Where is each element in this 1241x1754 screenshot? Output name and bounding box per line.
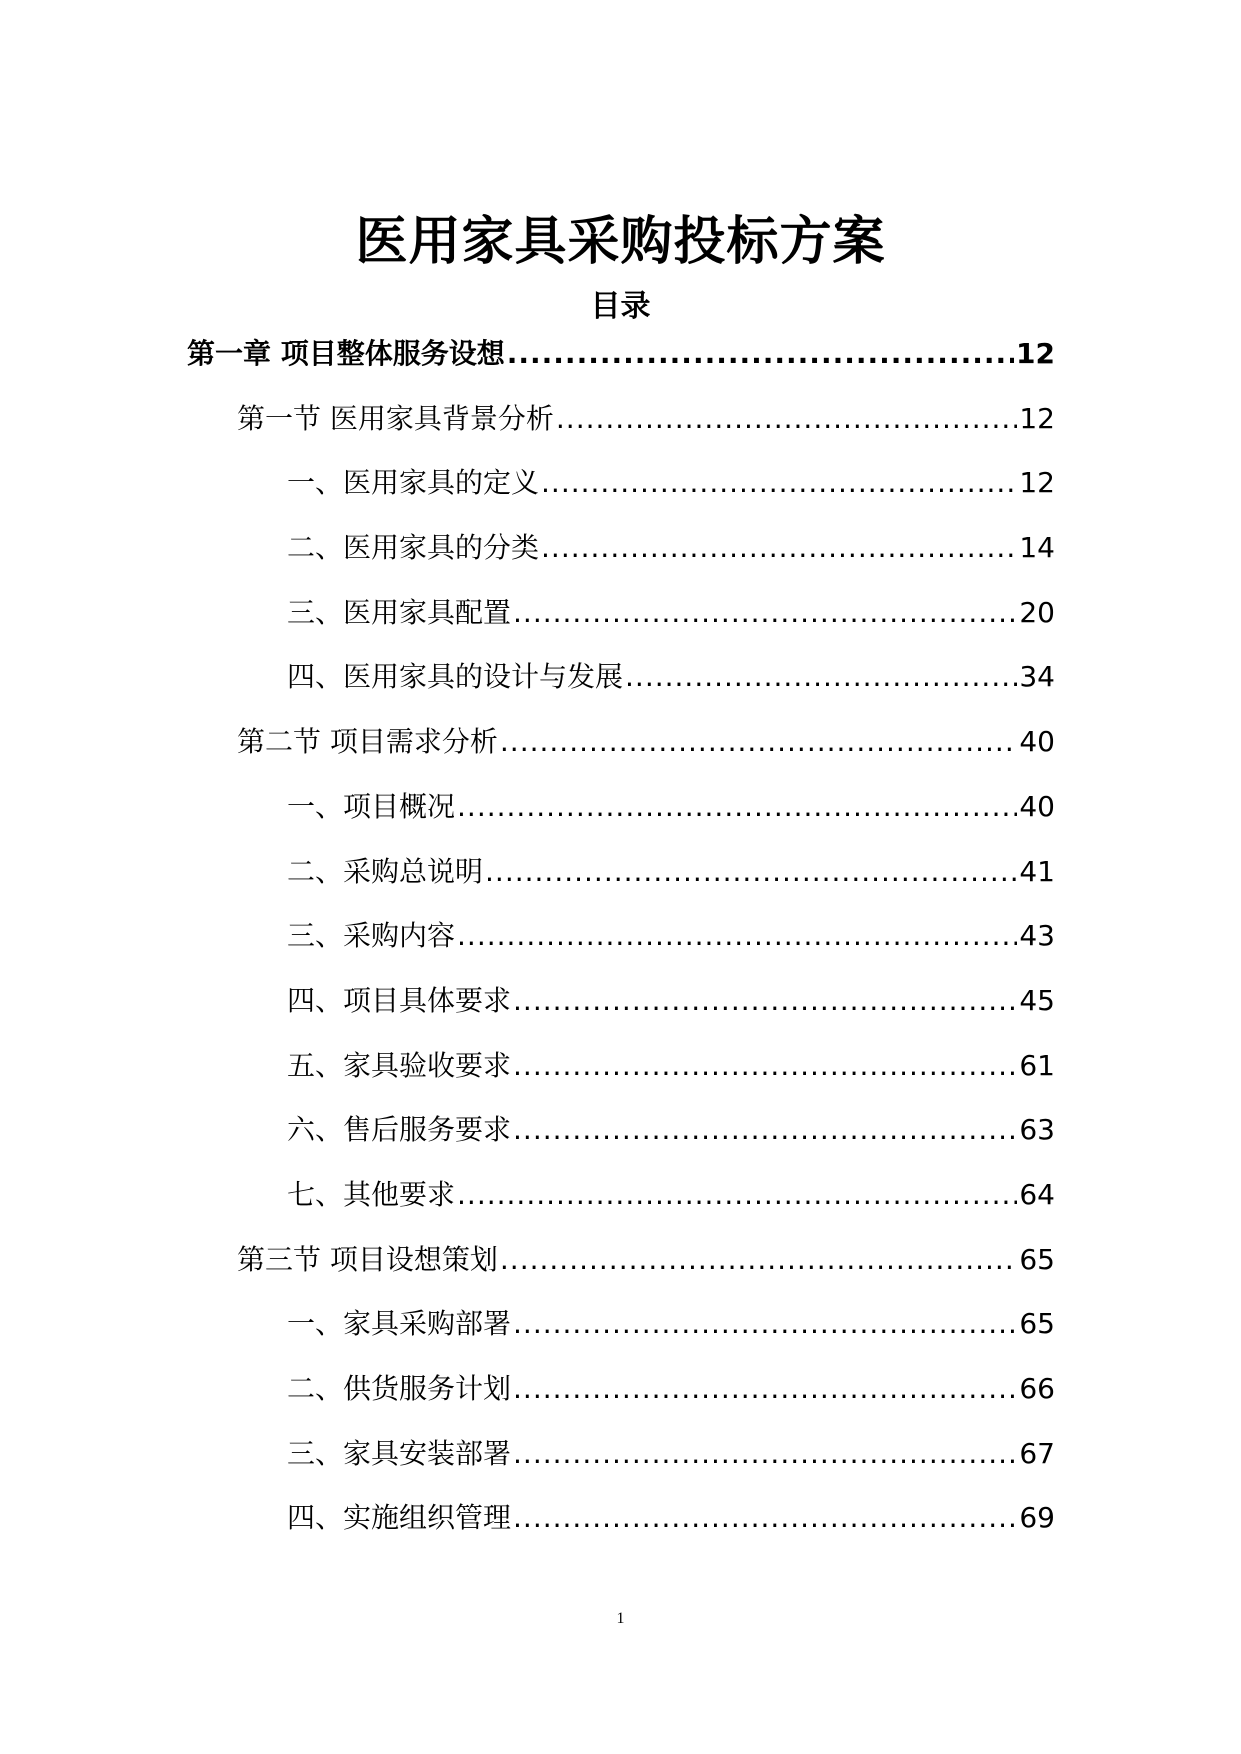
- toc-entry-text: 四、项目具体要求: [287, 983, 512, 1017]
- toc-entry-text: 第一章 项目整体服务设想: [187, 337, 505, 370]
- toc-leader-dots: [556, 395, 1017, 443]
- toc-leader-dots: [457, 1171, 1017, 1219]
- toc-entry-text: 四、医用家具的设计与发展: [287, 660, 624, 694]
- toc-entry-page: 66: [1019, 1372, 1055, 1405]
- toc-entry-page: 45: [1019, 983, 1055, 1017]
- toc-leader-dots: [457, 912, 1017, 960]
- toc-entry-item[interactable]: [287, 977, 1055, 1042]
- toc-leader-dots: [513, 1430, 1017, 1478]
- toc-entry-text: 三、家具安装部署: [287, 1436, 512, 1470]
- toc-leader-dots: [507, 330, 1014, 378]
- toc-entry-item[interactable]: [287, 589, 1055, 654]
- toc-leader-dots: [513, 1042, 1017, 1090]
- toc-entry-text: 二、采购总说明: [287, 854, 484, 888]
- toc-entry-text: 第二节 项目需求分析: [237, 725, 498, 759]
- toc-leader-dots: [513, 1106, 1017, 1154]
- toc-entry-text: 二、供货服务计划: [287, 1372, 512, 1405]
- toc-entry-page: 61: [1019, 1048, 1055, 1082]
- toc-entry-item[interactable]: [287, 459, 1055, 524]
- toc-entry-page: 40: [1019, 725, 1055, 759]
- toc-entry-text: 一、医用家具的定义: [287, 466, 540, 500]
- toc-entry-page: 34: [1019, 660, 1055, 694]
- toc-leader-dots: [513, 1365, 1017, 1413]
- toc-entry-item[interactable]: [287, 1300, 1055, 1365]
- toc-leader-dots: [485, 848, 1017, 896]
- toc-entry-page: 43: [1019, 919, 1055, 953]
- toc-entry-page: 12: [1019, 401, 1055, 435]
- toc-entry-item[interactable]: [287, 783, 1055, 848]
- toc-leader-dots: [541, 524, 1017, 572]
- toc-entry-item[interactable]: [287, 1106, 1055, 1171]
- toc-entry-item[interactable]: [287, 1171, 1055, 1236]
- toc-entry-text: 四、实施组织管理: [287, 1501, 512, 1535]
- toc-entry-text: 第一节 医用家具背景分析: [237, 401, 554, 435]
- toc-leader-dots: [513, 589, 1017, 637]
- toc-entry-item[interactable]: [287, 524, 1055, 589]
- toc-entry-page: 40: [1019, 789, 1055, 823]
- document-title: 医用家具采购投标方案: [355, 211, 886, 272]
- toc-entry-chapter-1[interactable]: [187, 330, 1055, 395]
- toc-entry-text: 第三节 项目设想策划: [237, 1242, 498, 1276]
- toc-entry-text: 三、采购内容: [287, 919, 456, 953]
- toc-entry-section-2[interactable]: [237, 718, 1055, 783]
- table-of-contents: [0, 330, 1241, 1559]
- toc-entry-page: 65: [1019, 1307, 1055, 1341]
- toc-entry-page: 64: [1019, 1177, 1055, 1211]
- toc-leader-dots: [513, 977, 1017, 1025]
- toc-leader-dots: [457, 783, 1017, 831]
- toc-entry-item[interactable]: [287, 1430, 1055, 1495]
- page-number: 1: [616, 1610, 625, 1627]
- toc-entry-text: 二、医用家具的分类: [287, 531, 540, 565]
- toc-entry-text: 三、医用家具配置: [287, 595, 512, 629]
- toc-entry-text: 五、家具验收要求: [287, 1048, 512, 1082]
- toc-entry-section-3[interactable]: [237, 1236, 1055, 1301]
- toc-heading: 目录: [590, 288, 651, 324]
- toc-leader-dots: [541, 459, 1017, 507]
- toc-leader-dots: [625, 653, 1017, 701]
- toc-entry-text: 七、其他要求: [287, 1177, 456, 1211]
- toc-entry-page: 69: [1019, 1501, 1055, 1535]
- toc-entry-item[interactable]: [287, 848, 1055, 913]
- toc-entry-page: 41: [1019, 854, 1055, 888]
- toc-entry-page: 65: [1019, 1242, 1055, 1276]
- toc-entry-section-1[interactable]: [237, 395, 1055, 460]
- toc-entry-page: 14: [1019, 531, 1055, 565]
- toc-entry-text: 六、售后服务要求: [287, 1113, 512, 1147]
- toc-entry-item[interactable]: [287, 1494, 1055, 1559]
- toc-entry-item[interactable]: [287, 653, 1055, 718]
- toc-entry-item[interactable]: [287, 1042, 1055, 1107]
- toc-leader-dots: [513, 1300, 1017, 1348]
- toc-entry-item[interactable]: [287, 912, 1055, 977]
- toc-entry-text: 一、家具采购部署: [287, 1307, 512, 1341]
- toc-entry-page: 20: [1019, 595, 1055, 629]
- toc-leader-dots: [513, 1494, 1017, 1542]
- toc-leader-dots: [500, 718, 1017, 766]
- toc-entry-page: 63: [1019, 1113, 1055, 1147]
- toc-entry-page: 12: [1019, 466, 1055, 500]
- toc-entry-text: 一、项目概况: [287, 789, 456, 823]
- toc-entry-page: 67: [1019, 1436, 1055, 1470]
- toc-entry-item[interactable]: [287, 1365, 1055, 1430]
- toc-leader-dots: [500, 1236, 1017, 1284]
- toc-entry-page: 12: [1016, 337, 1055, 370]
